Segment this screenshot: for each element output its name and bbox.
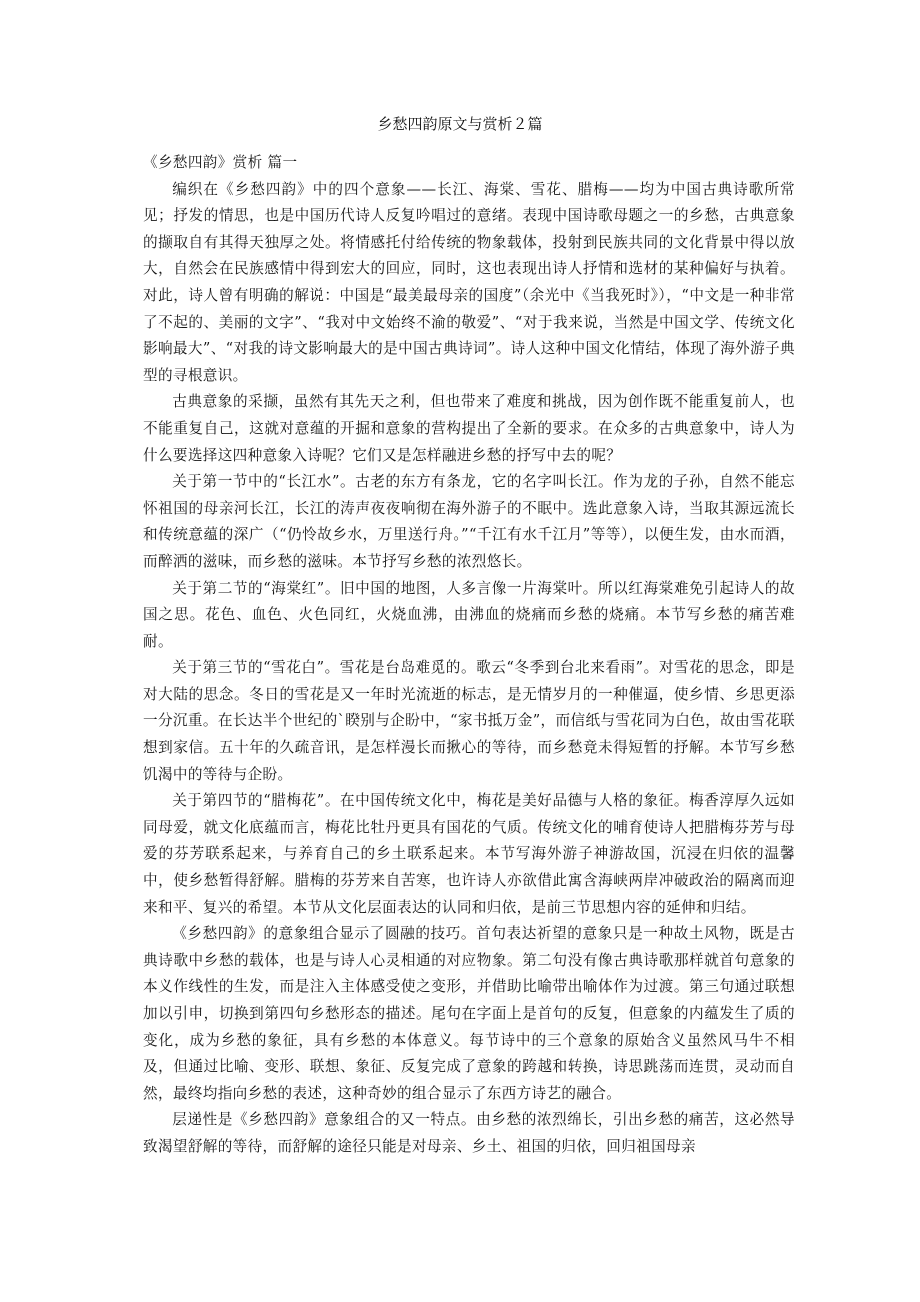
paragraph-3: 关于第一节中的“长江水”。古老的东方有条龙，它的名字叫长江。作为龙的子孙，自然不能忘怀祖国的母亲河长江，长江的涛声夜夜响彻在海外游子的不眠中。选此意象入诗，当取其源远流长和传统意蕴的深广（“仍怜故乡水，万里送行舟。”“千江有水千江月”等等），以便生发，由水而酒，而醉洒的滋味，而乡愁的滋味。本节抒写乡愁的浓烈悠长。 (143, 473, 795, 570)
paragraph-5: 关于第三节的“雪花白”。雪花是台岛难觅的。歌云“冬季到台北来看雨”。对雪花的思念，即是对大陆的思念。冬日的雪花是又一年时光流逝的标志，是无情岁月的一种催逼，使乡情、乡思更添一分沉重。在长达半个世纪的`睽别与企盼中，“家书抵万金”，而信纸与雪花同为白色，故由雪花联想到家信。五十年的久疏音讯，是怎样漫长而揪心的等待，而乡愁竟未得短暂的抒解。本节写乡愁饥渴中的等待与企盼。 (143, 659, 795, 783)
paragraph-8: 层递性是《乡愁四韵》意象组合的又一特点。由乡愁的浓烈绵长，引出乡愁的痛苦，这必然导致渴望舒解的等待，而舒解的途径只能是对母亲、乡土、祖国的归依，回归祖国母亲 (143, 1111, 795, 1155)
document-body (143, 150, 795, 1161)
paragraph-7: 《乡愁四韵》的意象组合显示了圆融的技巧。首句表达祈望的意象只是一种故土风物，既是古典诗歌中乡愁的载体，也是与诗人心灵相通的对应物象。第二句没有像古典诗歌那样就首句意象的本义作线性的生发，而是注入主体感受使之变形，并借助比喻带出喻体作为过渡。第三句通过联想加以引申，切换到第四句乡愁形态的描述。尾句在字面上是首句的反复，但意象的内蕴发生了质的变化，成为乡愁的象征，具有乡愁的本体意义。每节诗中的三个意象的原始含义虽然风马牛不相及，但通过比喻、变形、联想、象征、反复完成了意象的跨越和转换，诗思跳荡而连贯，灵动而自然，最终均指向乡愁的表述，这种奇妙的组合显示了东西方诗艺的融合。 (143, 925, 795, 1102)
section-heading: 《乡愁四韵》赏析 篇一 (143, 154, 298, 171)
paragraph-4: 关于第二节的“海棠红”。旧中国的地图，人多言像一片海棠叶。所以红海棠难免引起诗人的故国之思。花色、血色、火色同红，火烧血沸，由沸血的烧痛而乡愁的烧痛。本节写乡愁的痛苦难耐。 (143, 579, 795, 650)
paragraph-1: 编织在《乡愁四韵》中的四个意象——长江、海棠、雪花、腊梅——均为中国古典诗歌所常见；抒发的情思，也是中国历代诗人反复吟唱过的意绪。表现中国诗歌母题之一的乡愁，古典意象的撷取自有其得天独厚之处。将情感托付给传统的物象载体，投射到民族共同的文化背景中得以放大，自然会在民族感情中得到宏大的回应，同时，这也表现出诗人抒情和选材的某种偏好与执着。对此，诗人曾有明确的解说：中国是“最美最母亲的国度”（余光中《当我死时》），“中文是一种非常了不起的、美丽的文字”、“我对中文始终不渝的敬爱”、“对于我来说，当然是中国文学、传统文化影响最大”、“对我的诗文影响最大的是中国古典诗词”。诗人这种中国文化情结，体现了海外游子典型的寻根意识。 (143, 180, 795, 384)
paragraph-6: 关于第四节的“腊梅花”。在中国传统文化中，梅花是美好品德与人格的象征。梅香淳厚久远如同母爱，就文化底蕴而言，梅花比牡丹更具有国花的气质。传统文化的哺育使诗人把腊梅芬芳与母爱的芬芳联系起来，与养育自己的乡土联系起来。本节写海外游子神游故国，沉浸在归依的温馨中，使乡愁暂得舒解。腊梅的芬芳来自苦寒，也许诗人亦欲借此寓含海峡两岸冲破政治的隔离而迎来和平、复兴的希望。本节从文化层面表达的认同和归依，是前三节思想内容的延伸和归结。 (143, 792, 795, 916)
paragraph-2: 古典意象的采撷，虽然有其先天之利，但也带来了难度和挑战，因为创作既不能重复前人，也不能重复自己，这就对意蕴的开掘和意象的营构提出了全新的要求。在众多的古典意象中，诗人为什么要选择这四种意象入诗呢？它们又是怎样融进乡愁的抒写中去的呢？ (143, 393, 795, 464)
document-title: 乡愁四韵原文与赏析２篇 (377, 115, 543, 133)
